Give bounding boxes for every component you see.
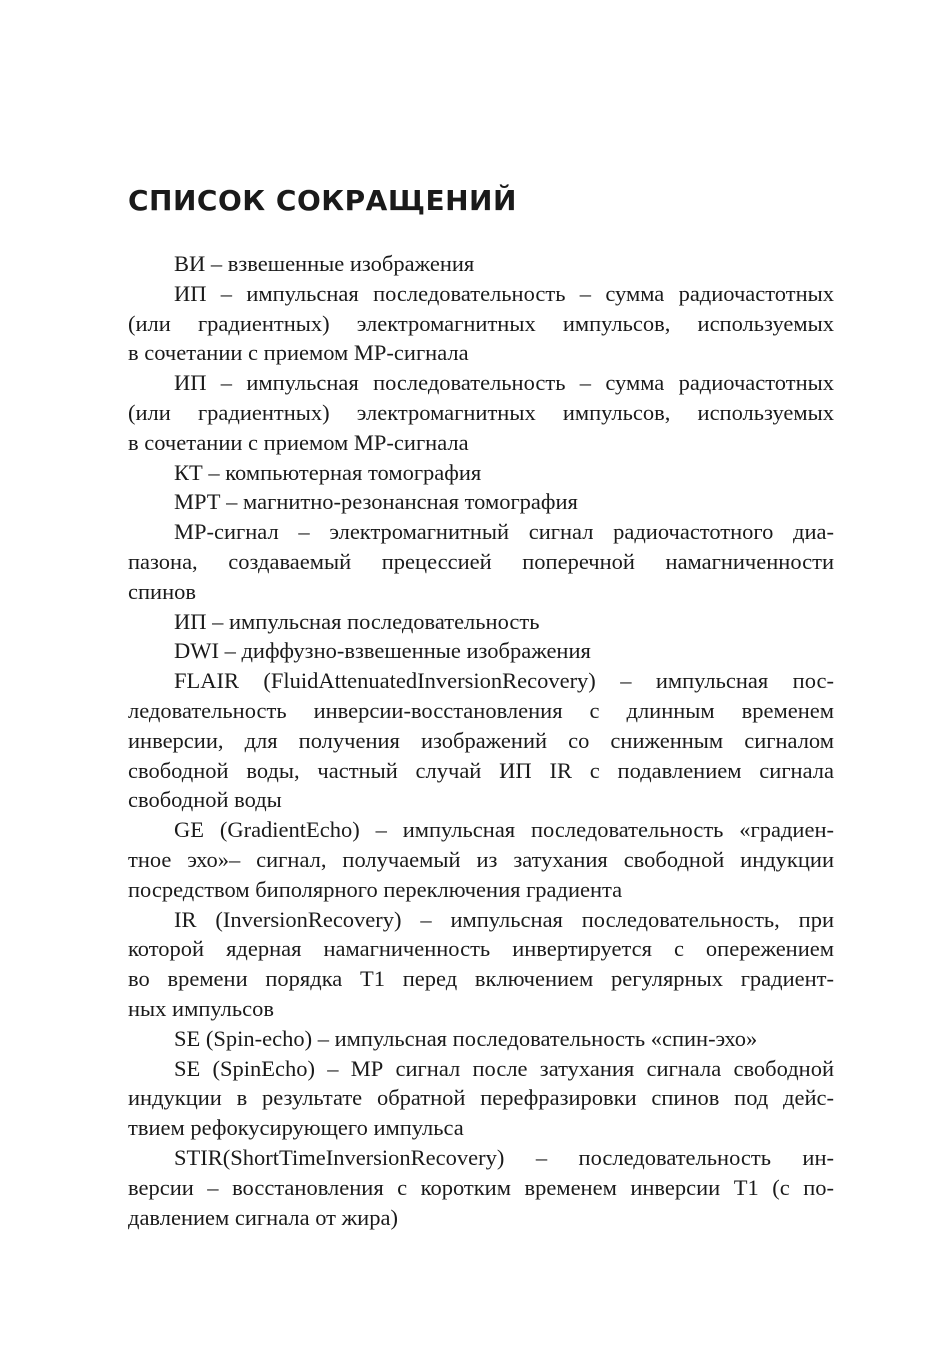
entry-line: ИП – импульсная последовательность xyxy=(174,608,540,634)
abbreviation-entry xyxy=(128,666,834,815)
page-title: СПИСОК СОКРАЩЕНИЙ xyxy=(128,184,517,217)
entry-line: МРТ – магнитно-резонансная томография xyxy=(174,489,578,515)
abbreviation-entry xyxy=(128,279,834,368)
entry-line: пазона, создаваемый прецессией поперечной намагниченности xyxy=(128,548,834,574)
entry-line: во времени порядка Т1 перед включением регулярных градиент- xyxy=(128,966,834,992)
entry-line: ИП – импульсная последовательность – сумма радиочастотных xyxy=(174,370,834,396)
entry-line: в сочетании с приемом МР-сигнала xyxy=(128,429,469,455)
entry-line: версии – восстановления с коротким временем инверсии Т1 (с по- xyxy=(128,1174,834,1200)
entry-line: свободной воды xyxy=(128,787,282,813)
abbreviation-entry xyxy=(128,249,834,279)
entry-line: посредством биполярного переключения градиента xyxy=(128,876,623,902)
entry-line: спинов xyxy=(128,578,196,604)
entry-line: FLAIR (FluidAttenuatedInversionRecovery) – импульсная пос- xyxy=(174,668,834,694)
entry-line: SE (Spin-echo) – импульсная последовательность «спин-эхо» xyxy=(174,1025,758,1051)
abbreviation-entry xyxy=(128,905,834,1024)
entry-line: МР-сигнал – электромагнитный сигнал радиочастотного диа- xyxy=(174,519,834,545)
entry-line: ИП – импульсная последовательность – сумма радиочастотных xyxy=(174,280,834,306)
entry-line: в сочетании с приемом МР-сигнала xyxy=(128,340,469,366)
entry-line: ных импульсов xyxy=(128,995,274,1021)
abbreviation-entry xyxy=(128,458,834,488)
entry-line: IR (InversionRecovery) – импульсная последовательность, при xyxy=(174,906,834,932)
abbreviation-entry xyxy=(128,607,834,637)
entry-line: ВИ – взвешенные изображения xyxy=(174,251,475,276)
abbreviation-entry xyxy=(128,517,834,606)
entry-line: КТ – компьютерная томография xyxy=(174,459,482,485)
abbreviation-list xyxy=(128,249,834,1232)
entry-line: давлением сигнала от жира) xyxy=(128,1204,398,1230)
entry-line: ледовательность инверсии-восстановления с длинным временем xyxy=(128,697,834,723)
abbreviation-entry xyxy=(128,368,834,457)
abbreviation-entry xyxy=(128,636,834,666)
entry-line: STIR(ShortTimeInversionRecovery) – последовательность ин- xyxy=(174,1144,834,1170)
entry-line: SE (SpinEcho) – МР сигнал после затухания сигнала свободной xyxy=(174,1055,834,1081)
entry-line: твием рефокусирующего импульса xyxy=(128,1115,464,1141)
abbreviation-entry xyxy=(128,815,834,904)
abbreviation-entry xyxy=(128,1024,834,1054)
entry-line: тное эхо»– сигнал, получаемый из затухания свободной индукции xyxy=(128,846,834,872)
entry-line: (или градиентных) электромагнитных импульсов, используемых xyxy=(128,310,834,336)
abbreviation-entry xyxy=(128,1143,834,1232)
abbreviation-entry xyxy=(128,487,834,517)
abbreviation-entry xyxy=(128,1054,834,1143)
entry-line: которой ядерная намагниченность инвертируется с опережением xyxy=(128,936,834,962)
entry-line: свободной воды, частный случай ИП IR с подавлением сигнала xyxy=(128,757,834,783)
entry-line: (или градиентных) электромагнитных импульсов, используемых xyxy=(128,399,834,425)
entry-line: GE (GradientEcho) – импульсная последовательность «градиен- xyxy=(174,817,834,843)
entry-line: инверсии, для получения изображений со сниженным сигналом xyxy=(128,727,834,753)
entry-line: DWI – диффузно-взвешенные изображения xyxy=(174,638,591,664)
entry-line: индукции в результате обратной перефразировки спинов под дейс- xyxy=(128,1085,834,1111)
